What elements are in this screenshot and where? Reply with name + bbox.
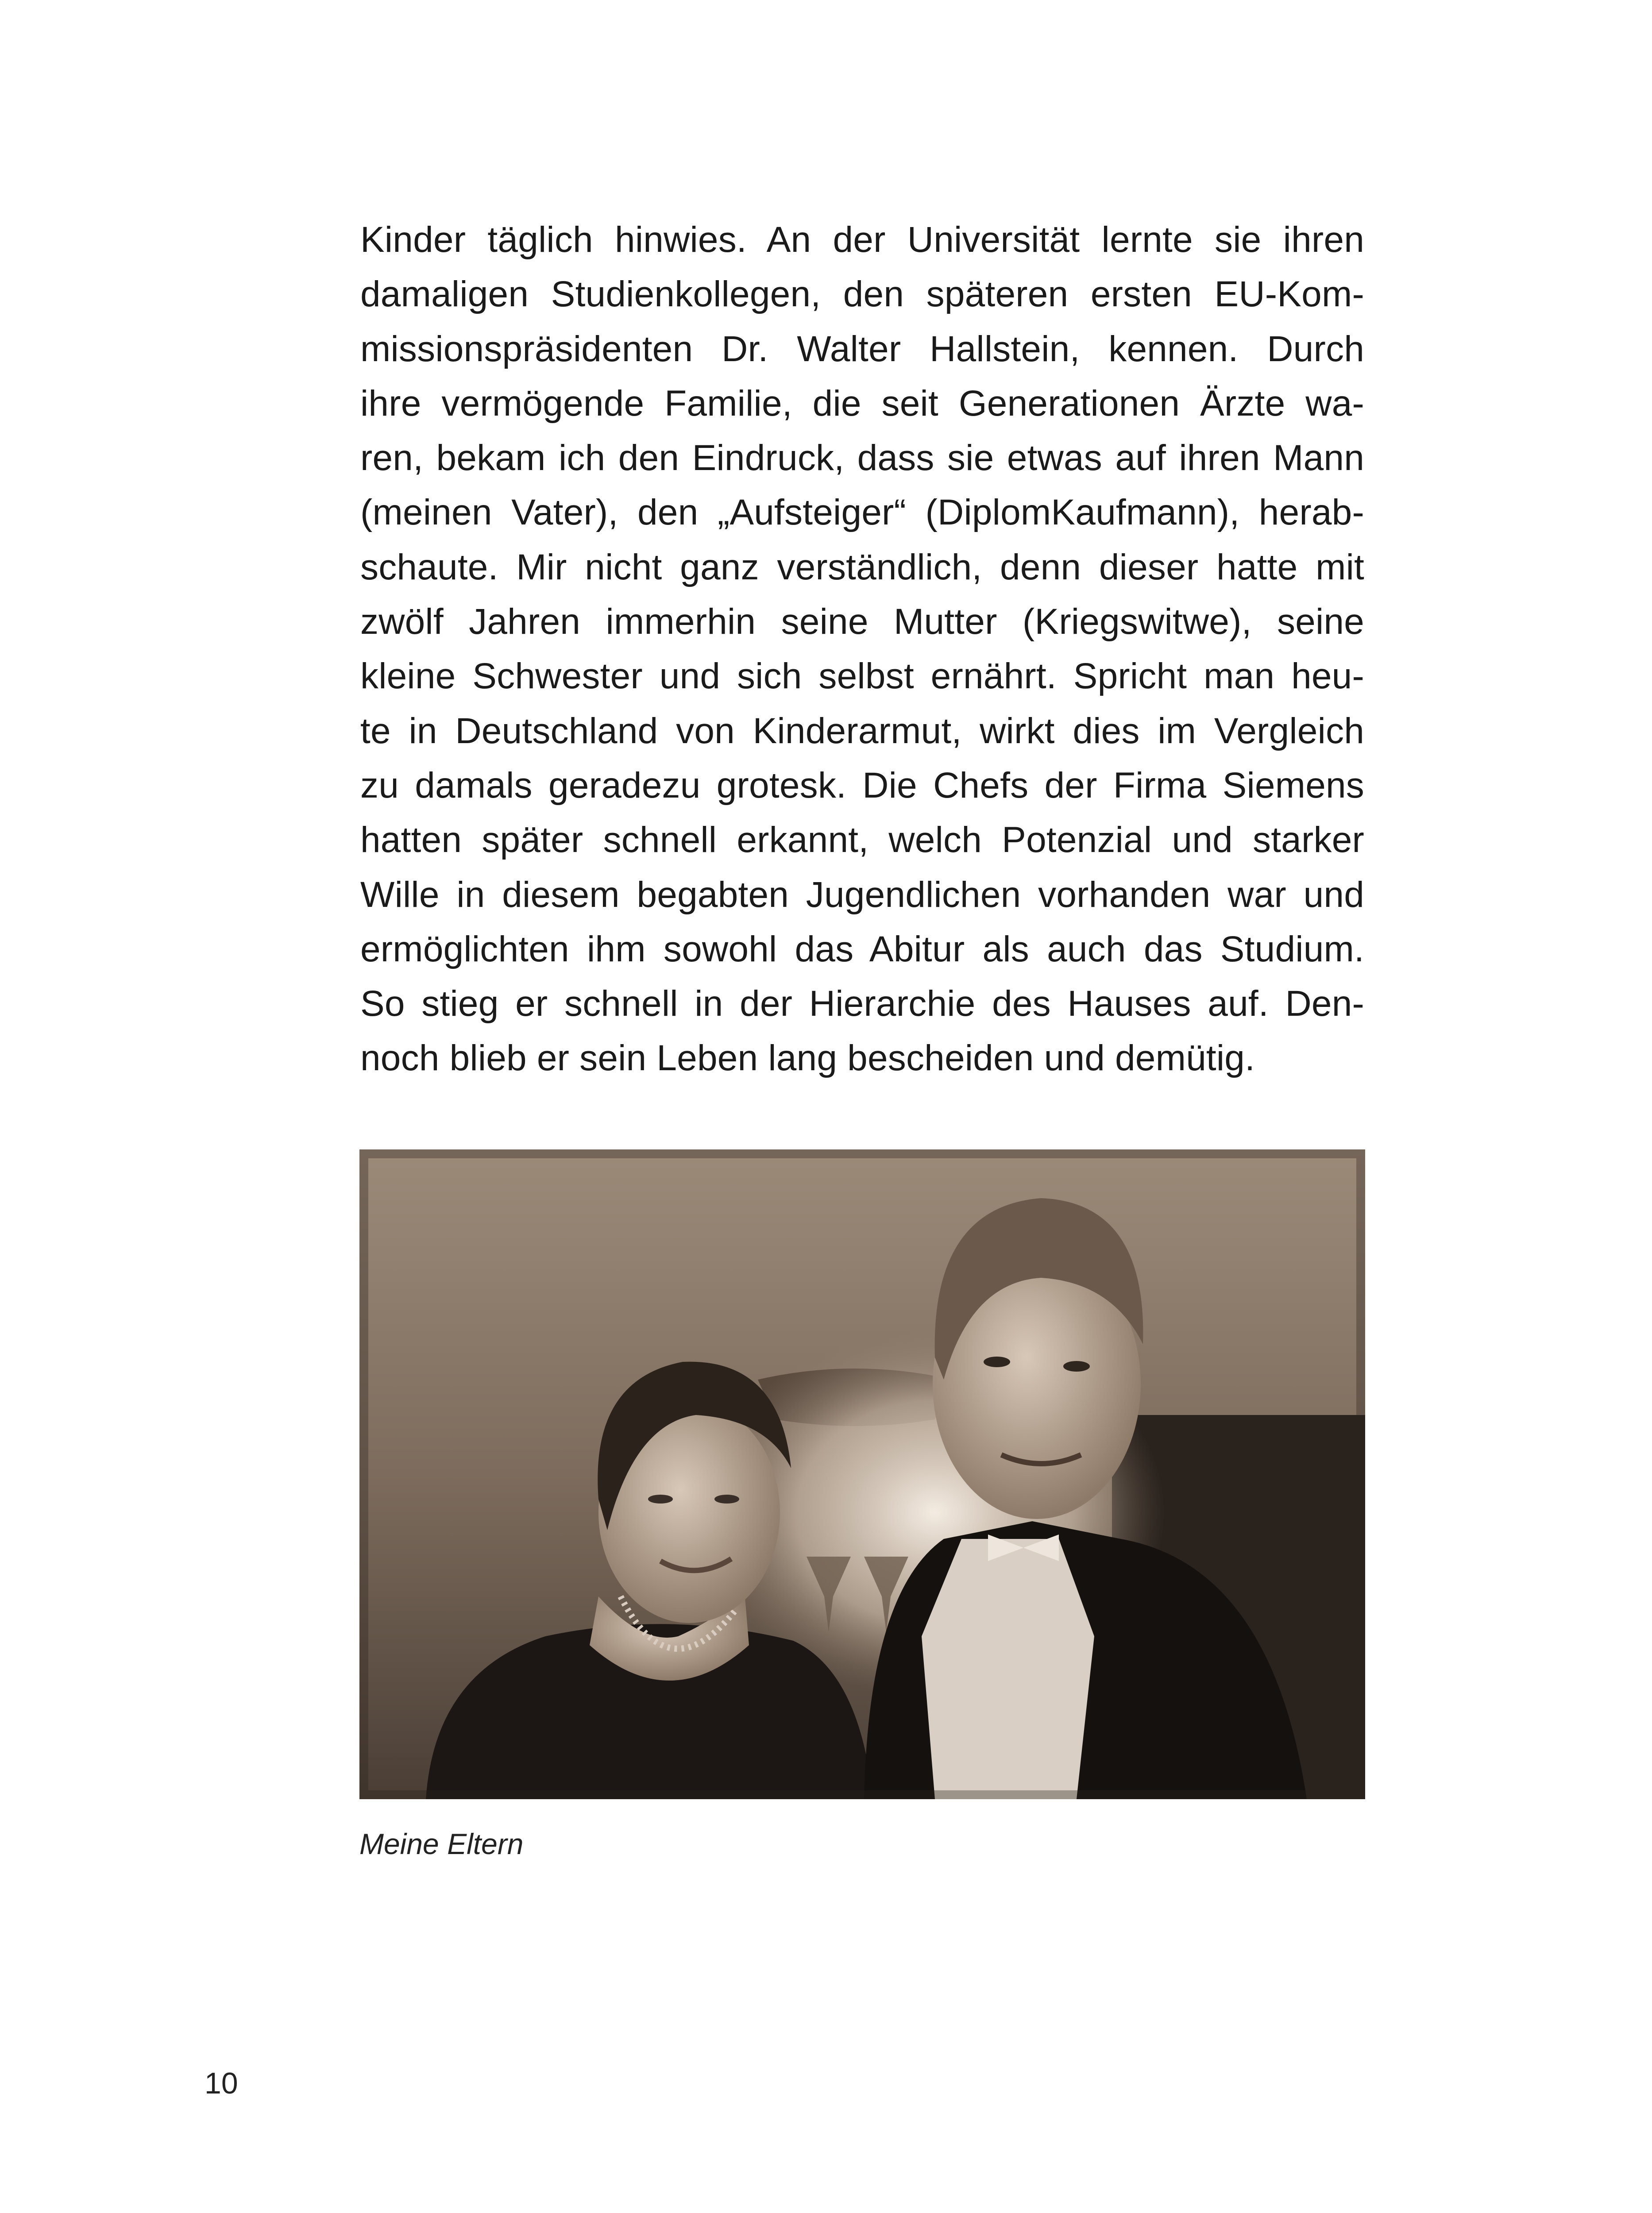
text-line: (meinen Vater), den „Aufsteiger“ (DiplomKaufmann), herab- [360,492,1364,533]
text-line: Kinder täglich hinwies. An der Universität lernte sie ihren [360,220,1364,260]
text-line: zwölf Jahren immerhin seine Mutter (Kriegswitwe), seine [360,601,1364,642]
text-line: missionspräsidenten Dr. Walter Hallstein, kennen. Durch [360,328,1364,369]
text-line: damaligen Studienkollegen, den späteren ersten EU-Kom- [360,274,1364,315]
text-line: ren, bekam ich den Eindruck, dass sie etwas auf ihren Mann [360,438,1364,478]
text-line: kleine Schwester und sich selbst ernährt. Spricht man heu- [360,656,1364,697]
text-line: te in Deutschland von Kinderarmut, wirkt dies im Vergleich [360,710,1364,751]
text-line: hatten später schnell erkannt, welch Potenzial und starker [360,820,1364,860]
text-line: So stieg er schnell in der Hierarchie des Hauses auf. Den- [360,983,1364,1024]
text-line: Wille in diesem begabten Jugendlichen vorhanden war und [360,874,1364,915]
photo-caption: Meine Eltern [359,1827,524,1860]
text-line: ermöglichten ihm sowohl das Abitur als auch das Studium. [360,929,1364,969]
text-line: ihre vermögende Familie, die seit Generationen Ärzte wa- [360,383,1364,424]
photo-of-parents [359,1149,1365,1799]
text-line: zu damals geradezu grotesk. Die Chefs der Firma Siemens [360,765,1364,806]
body-paragraph [360,212,1364,1086]
text-line: schaute. Mir nicht ganz verständlich, denn dieser hatte mit [360,547,1364,587]
photo-illustration [359,1149,1365,1799]
text-line: noch blieb er sein Leben lang bescheiden und demütig. [360,1038,1255,1079]
page-number: 10 [205,2066,238,2100]
